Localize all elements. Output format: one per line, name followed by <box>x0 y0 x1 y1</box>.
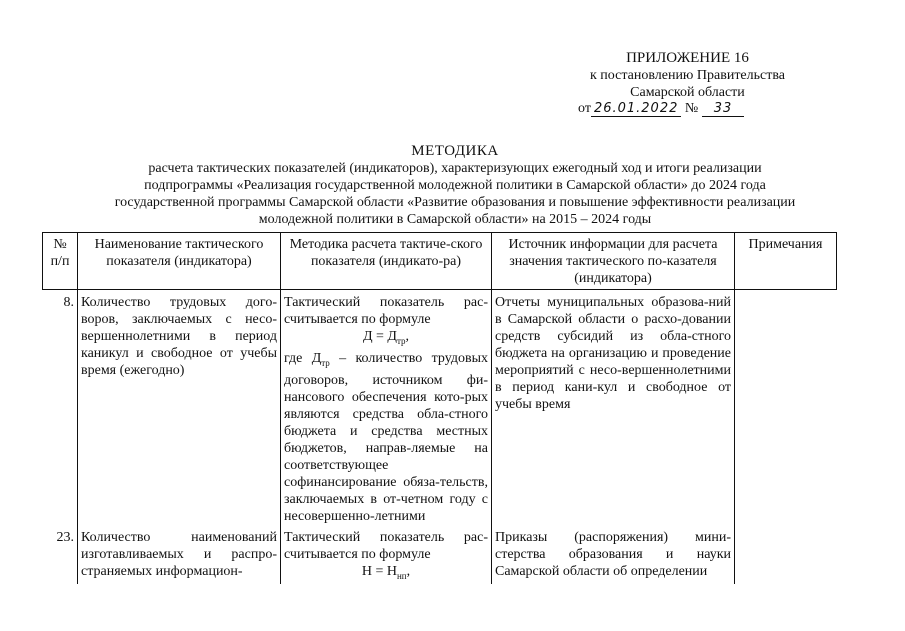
title-line-2: подпрограммы «Реализация государственной молодежной политики в Самарской области» до 2024 года <box>144 178 766 193</box>
header-source: Источник информации для расчета значения тактического по-казателя (индикатора) <box>492 233 735 290</box>
appendix-line-2: Самарской области <box>630 85 745 100</box>
formula-explanation: где $Д_{тр}$ – количество трудовых договоров, источником фи-нансового обеспечения кото-рых являются средства обла-стного бюджета и средства местных бюджетов, направ-ляемые на соответствующее софинансирование обяза-тельств, заключаемых в от-четном году с несовершенно-летними <box>284 350 488 524</box>
title-heading: МЕТОДИКА <box>411 143 499 159</box>
method-intro: Тактический показатель рас-считывается по формуле <box>284 295 488 327</box>
header-name: Наименование тактического показателя (индикатора) <box>78 233 281 290</box>
document-title <box>60 143 850 228</box>
title-line-1: расчета тактических показателей (индикаторов), характеризующих ежегодный ход и итоги реализации <box>148 161 762 176</box>
indicator-name: Количество трудовых дого-воров, заключаемых с несо-вершеннолетними в период каникул и свободное от учебы время (ежегодно) <box>78 294 281 525</box>
row-number: 8. <box>63 295 74 310</box>
table-row <box>43 294 837 525</box>
appendix-block <box>590 50 785 101</box>
formula: $Н = Н_{нп}$, <box>361 563 411 581</box>
header-note: Примечания <box>735 233 837 290</box>
note-cell <box>735 529 837 585</box>
table-row <box>43 529 837 585</box>
header-num: № п/п <box>43 233 78 290</box>
date-line <box>578 101 744 117</box>
formula: $Д = Д_{тр}$, <box>362 329 410 346</box>
title-line-3: государственной программы Самарской области «Развитие образования и повышение эффективности реализации <box>114 195 796 210</box>
title-line-4: молодежной политики в Самарской области» на 2015 – 2024 годы <box>258 212 652 227</box>
source-cell: Приказы (распоряжения) мини-стерства образования и науки Самарской области об определении <box>492 529 735 585</box>
method-cell <box>281 529 492 585</box>
note-cell <box>735 294 837 525</box>
number-label: № <box>684 101 699 116</box>
date-prefix: от <box>578 101 591 116</box>
method-cell <box>281 294 492 525</box>
appendix-line-1: к постановлению Правительства <box>589 68 785 83</box>
row-number: 23. <box>56 529 74 545</box>
method-intro: Тактический показатель рас-считывается по формуле <box>284 529 488 562</box>
handwritten-number: 33 <box>702 101 745 117</box>
indicator-name: Количество наименований изготавливаемых и распро-страняемых информацион- <box>78 529 281 585</box>
header-method: Методика расчета тактиче-ского показателя (индикато-ра) <box>281 233 492 290</box>
indicators-table <box>42 232 837 584</box>
source-cell: Отчеты муниципальных образова-ний в Самарской области о расхо-довании средств субсидий из обла-стного бюджета на организацию и проведение мероприятий с несо-вершеннолетними в период кани-кул и свободное от учебы время <box>492 294 735 525</box>
handwritten-date: 26.01.2022 <box>591 101 681 117</box>
table-header-row <box>43 233 837 290</box>
appendix-number: ПРИЛОЖЕНИЕ 16 <box>626 50 749 66</box>
